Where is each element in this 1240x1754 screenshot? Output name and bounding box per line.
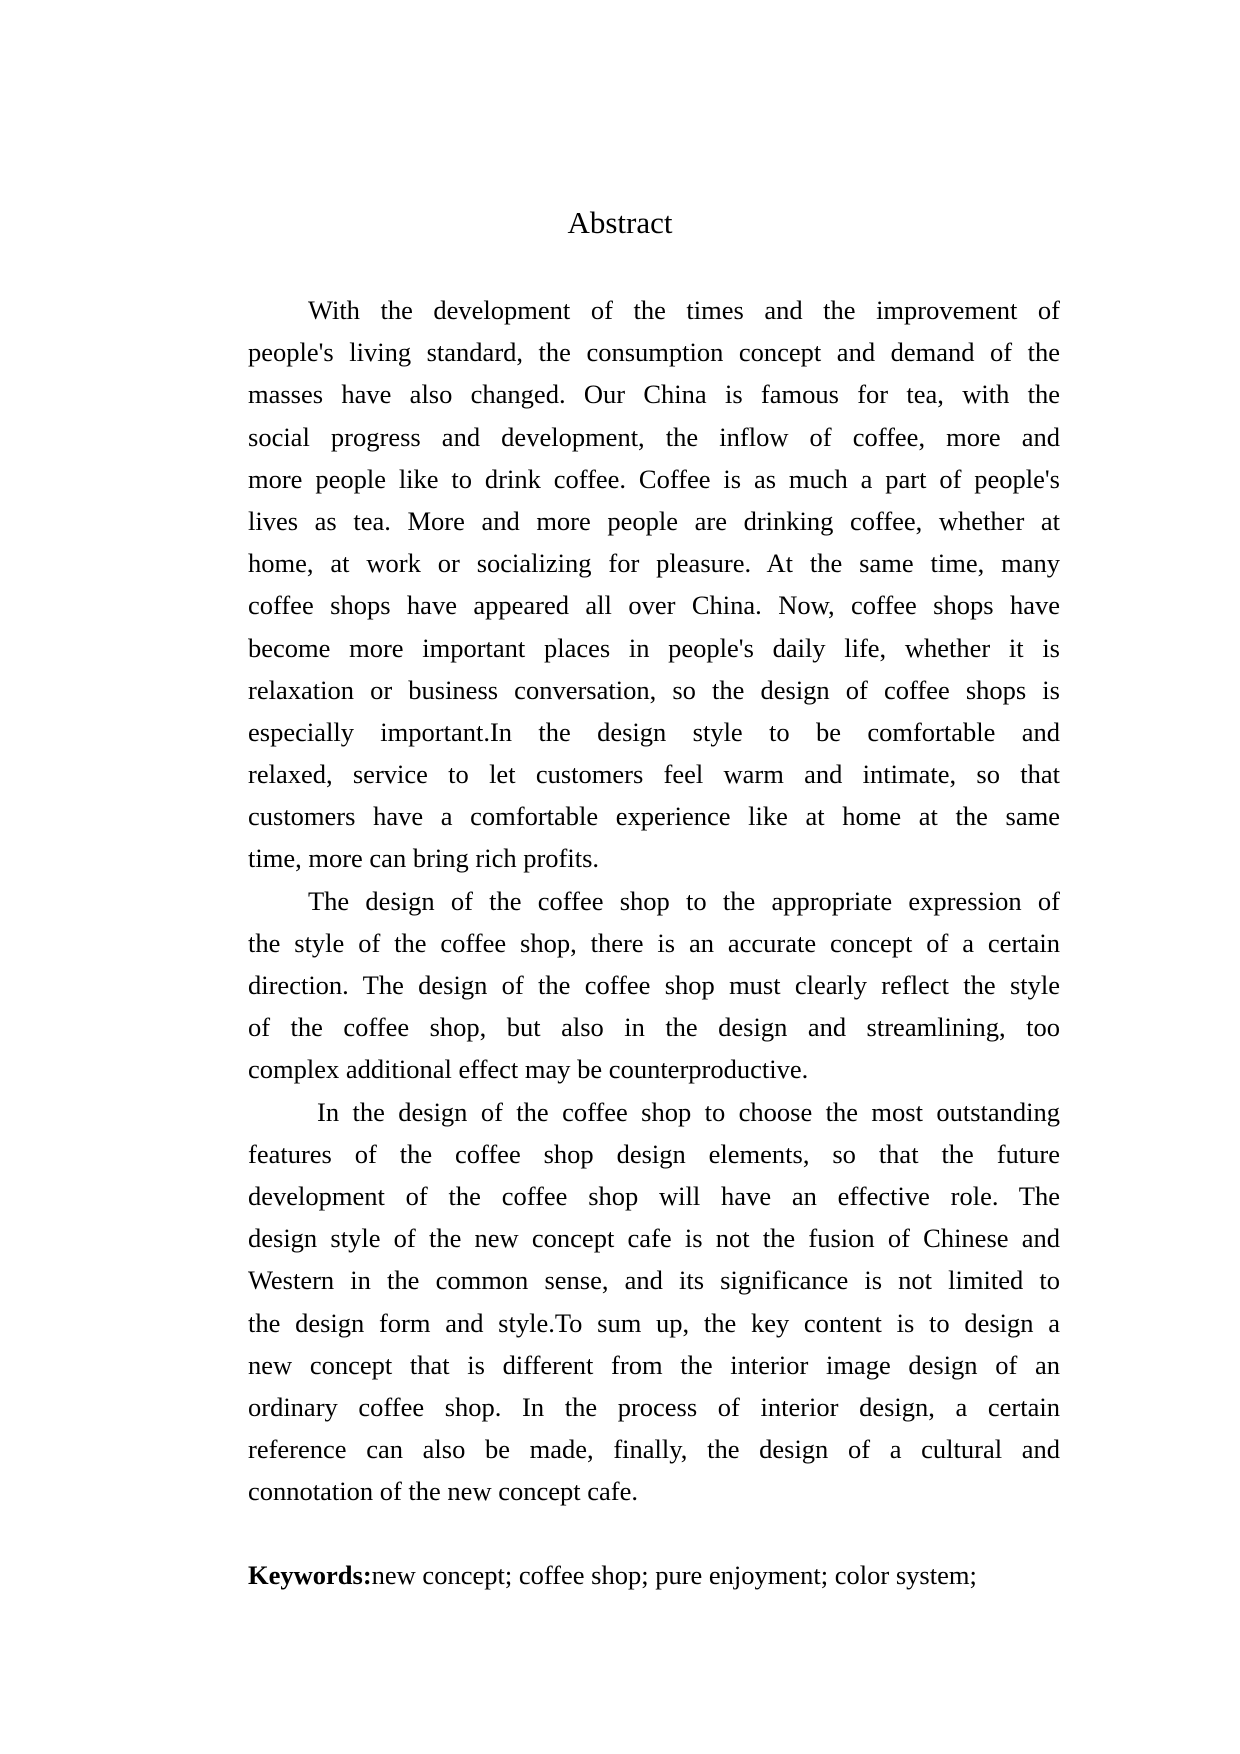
text-line: more people like to drink coffee. Coffee is as much a part of people's [248, 463, 1060, 494]
paragraph [248, 1091, 1060, 1513]
text-line: direction. The design of the coffee shop must clearly reflect the style [248, 970, 1060, 1000]
paragraph [248, 289, 1060, 880]
text-line: new concept that is different from the interior image design of an [248, 1349, 1060, 1380]
text-line: become more important places in people's daily life, whether it is [248, 632, 1060, 663]
text-line: people's living standard, the consumption concept and demand of the [248, 337, 1060, 368]
text-line: The design of the coffee shop to the appropriate expression of [308, 885, 1060, 916]
text-line: relaxation or business conversation, so the design of coffee shops is [248, 674, 1060, 705]
text-line: the design form and style.To sum up, the key content is to design a [248, 1307, 1060, 1338]
abstract-body [248, 289, 1060, 1512]
text-line: the style of the coffee shop, there is an accurate concept of a certain [248, 927, 1060, 958]
text-line: customers have a comfortable experience like at home at the same [248, 801, 1060, 832]
keywords-label: Keywords: [248, 1560, 372, 1590]
text-line: development of the coffee shop will have an effective role. The [248, 1180, 1060, 1211]
text-line: Western in the common sense, and its significance is not limited to [248, 1265, 1060, 1296]
text-line: design style of the new concept cafe is not the fusion of Chinese and [248, 1223, 1060, 1254]
text-line: reference can also be made, finally, the design of a cultural and [248, 1434, 1060, 1465]
text-line: complex additional effect may be counterproductive. [248, 1054, 809, 1085]
keywords-line [248, 1554, 1060, 1596]
text-line: masses have also changed. Our China is famous for tea, with the [248, 379, 1060, 410]
text-line: time, more can bring rich profits. [248, 843, 600, 874]
text-line: lives as tea. More and more people are drinking coffee, whether at [248, 505, 1060, 536]
text-line: relaxed, service to let customers feel warm and intimate, so that [248, 759, 1060, 790]
keywords-text: new concept; coffee shop; pure enjoyment; color system; [371, 1560, 977, 1590]
text-line: coffee shops have appeared all over China. Now, coffee shops have [248, 590, 1060, 621]
text-line: connotation of the new concept cafe. [248, 1476, 638, 1507]
text-line: social progress and development, the inflow of coffee, more and [248, 421, 1060, 452]
text-line: In the design of the coffee shop to choose the most outstanding [317, 1096, 1060, 1127]
abstract-title: Abstract [567, 205, 673, 240]
text-line: home, at work or socializing for pleasure. At the same time, many [248, 548, 1060, 579]
paragraph [248, 880, 1060, 1091]
text-line: features of the coffee shop design elements, so that the future [248, 1138, 1060, 1169]
text-line: With the development of the times and the improvement of [308, 295, 1060, 325]
text-line: ordinary coffee shop. In the process of interior design, a certain [248, 1391, 1060, 1422]
text-line: especially important.In the design style to be comfortable and [248, 716, 1060, 747]
text-line: of the coffee shop, but also in the design and streamlining, too [248, 1012, 1060, 1043]
